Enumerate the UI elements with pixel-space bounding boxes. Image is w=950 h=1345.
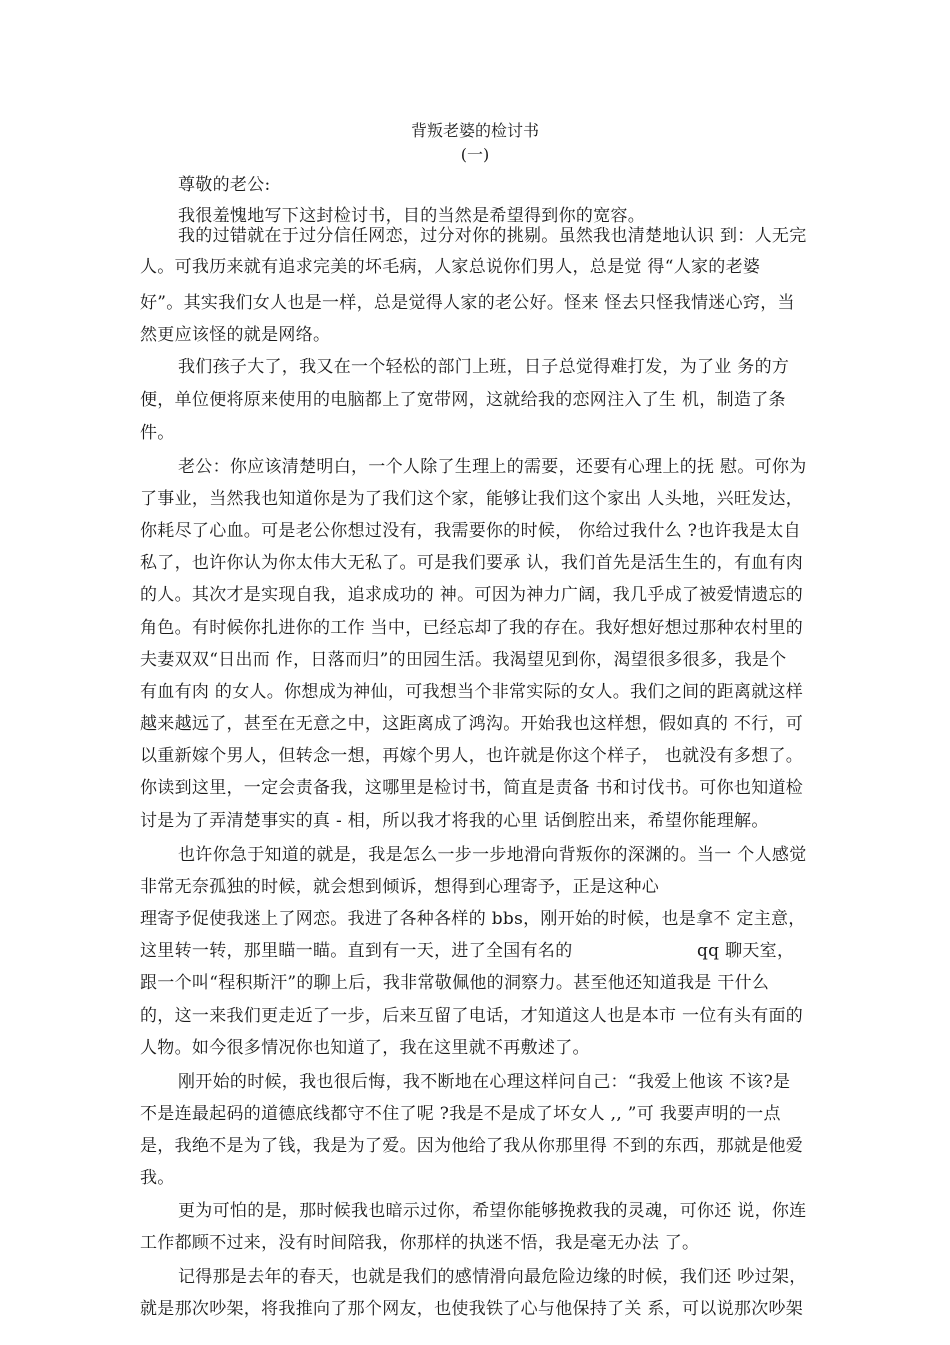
body-line: 好”。其实我们女人也是一样，总是觉得人家的老公好。怪来 怪去只怪我情迷心窍，当: [140, 293, 795, 313]
body-line: 然更应该怪的就是网络。: [140, 325, 331, 345]
body-line: 有血有肉 的女人。你想成为神仙，可我想当个非常实际的女人。我们之间的距离就这样: [140, 682, 804, 702]
body-line: 不是连最起码的道德底线都守不住了呢 ?我是不是成了坏女人 ,, ”可 我要声明的一点: [140, 1104, 781, 1124]
body-line: 你耗尽了心血。可是老公你想过没有，我需要你的时候， 你给过我什么 ?也许我是太自: [140, 521, 801, 541]
body-line: 更为可怕的是，那时候我也暗示过你，希望你能够挽救我的灵魂，可你还 说，你连: [178, 1201, 807, 1221]
body-line: 便，单位便将原来使用的电脑都上了宽带网，这就给我的恋网注入了生 机，制造了条: [140, 390, 786, 410]
body-line: 跟一个叫“程积斯汗”的聊上后，我非常敬佩他的洞察力。甚至他还知道我是 干什么: [140, 973, 770, 993]
body-line: 非常无奈孤独的时候，就会想到倾诉，想得到心理寄予，正是这种心: [140, 877, 659, 897]
body-line: 我。: [140, 1168, 175, 1188]
body-line: 的，这一来我们更走近了一步，后来互留了电话，才知道这人也是本市 一位有头有面的: [140, 1006, 804, 1026]
body-line: 夫妻双双“日出而 作，日落而归”的田园生活。我渴望见到你，渴望很多很多，我是个: [140, 650, 787, 670]
body-line: 是，我绝不是为了钱，我是为了爱。因为他给了我从你那里得 不到的东西，那就是他爱: [140, 1136, 804, 1156]
body-line: 人。可我历来就有追求完美的坏毛病，人家总说你们男人，总是觉 得“人家的老婆: [140, 257, 761, 277]
body-line: 也许你急于知道的就是，我是怎么一步一步地滑向背叛你的深渊的。当一 个人感觉: [178, 845, 807, 865]
body-line: 就是那次吵架，将我推向了那个网友，也使我铁了心与他保持了关 系，可以说那次吵架: [140, 1299, 804, 1319]
body-line: 以重新嫁个男人，但转念一想，再嫁个男人，也许就是你这个样子， 也就没有多想了。: [140, 746, 804, 766]
body-line: 件。: [140, 423, 175, 443]
document-subtitle: (一): [460, 145, 490, 164]
body-line: 私了，也许你认为你太伟大无私了。可是我们要承 认，我们首先是活生生的，有血有肉: [140, 553, 804, 573]
body-line: qq 聊天室，: [697, 941, 795, 961]
document-title: 背叛老婆的检讨书: [410, 121, 539, 140]
body-line: 这里转一转，那里瞄一瞄。直到有一天，进了全国有名的: [140, 941, 573, 961]
body-line: 的人。其次才是实现自我，追求成功的 神。可因为神力广阔，我几乎成了被爱情遗忘的: [140, 585, 804, 605]
body-line: 讨是为了弄清楚事实的真 - 相，所以我才将我的心里 话倒腔出来，希望你能理解。: [140, 811, 769, 831]
body-line: 理寄予促使我迷上了网恋。我进了各种各样的 bbs，刚开始的时候，也是拿不 定主意，: [140, 909, 806, 929]
body-line: 越来越远了，甚至在无意之中，这距离成了鸿沟。开始我也这样想，假如真的 不行，可: [140, 714, 804, 734]
body-line: 我们孩子大了，我又在一个轻松的部门上班，日子总觉得难打发，为了业 务的方: [178, 357, 790, 377]
body-line: 人物。如今很多情况你也知道了，我在这里就不再敷述了。: [140, 1038, 590, 1058]
salutation: 尊敬的老公:: [178, 175, 271, 195]
body-line: 记得那是去年的春天，也就是我们的感情滑向最危险边缘的时候，我们还 吵过架，: [178, 1267, 807, 1287]
body-line: 刚开始的时候，我也很后悔，我不断地在心理这样问自己：“我爱上他该 不该?是: [178, 1072, 791, 1092]
body-line: 我的过错就在于过分信任网恋，过分对你的挑剔。虽然我也清楚地认识 到：人无完: [178, 226, 807, 246]
body-line: 你读到这里，一定会责备我，这哪里是检讨书，简直是责备 书和讨伐书。可你也知道检: [140, 778, 804, 798]
body-line: 我很羞愧地写下这封检讨书，目的当然是希望得到你的宽容。: [178, 206, 646, 226]
body-line: 角色。有时候你扎进你的工作 当中，已经忘却了我的存在。我好想好想过那种农村里的: [140, 618, 804, 638]
body-line: 了事业，当然我也知道你是为了我们这个家，能够让我们这个家出 人头地，兴旺发达，: [140, 489, 804, 509]
body-line: 工作都顾不过来，没有时间陪我，你那样的执迷不悟，我是毫无办法 了。: [140, 1233, 700, 1253]
body-line: 老公：你应该清楚明白，一个人除了生理上的需要，还要有心理上的抚 慰。可你为: [178, 457, 807, 477]
